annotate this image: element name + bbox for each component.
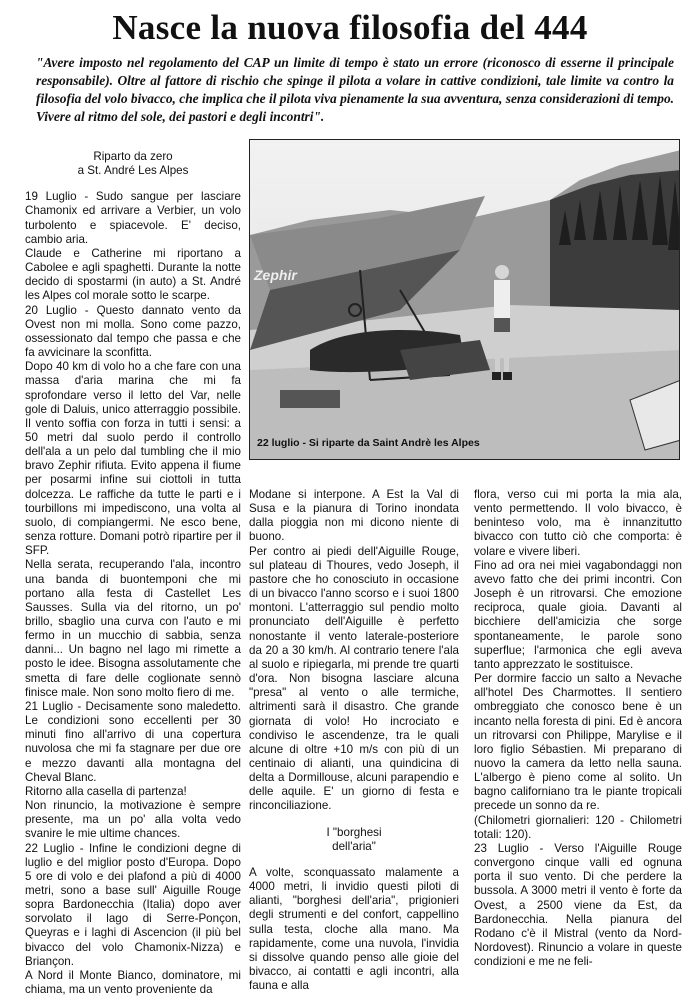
page-title: Nasce la nuova filosofia del 444 (112, 8, 588, 47)
paragraph: 20 Luglio - Questo dannato vento da Ovest non mi molla. Sono come pazzo, ossessionato dal tempo che passa e che fa avvicinare la sconfitta. (25, 303, 241, 360)
paragraph: Fino ad ora nei miei vagabondaggi non avevo fatto che dei primi incontri. Con Joseph è un ritrovarsi. Che emozione reciproca, quale gioia. Davanti al bicchiere dell'amicizia che sorge spontaneamente, le parole sono superflue; l'armonica che egli aveva tanto apprezzato le sostituisce. (474, 558, 682, 671)
photo-illustration (250, 140, 680, 460)
paragraph: Per dormire faccio un salto a Nevache all'hotel Des Charmottes. Il sentiero ombreggiato che conosco bene è un incanto nella foresta di pini. Ed è ancora un ritrovarsi con Philippe, Marylise e il loro figlio Sébastien. Mi preparano di nuovo la camera da letto nella sauna. L'albergo è pieno come al solito. Un bagno californiano tra le piante tropicali precede un sonno da re. (474, 672, 682, 813)
paragraph: Ritorno alla casella di partenza! (25, 784, 187, 798)
section-heading-line2: a St. André Les Alpes (77, 164, 189, 178)
paragraph: Dopo 40 km di volo ho a che fare con una massa d'aria marina che mi fa sprofondare verso il letto del Var, nelle gole di Daluis, unico atterraggio possibile. Il vento soffia con forza in tutti i sensi: a 50 metri dal suolo perdo il controllo dell'ala a un pelo dal tumbling che il mio bravo Zephir rifiuta. Evito appena il fiume per posarmi infine sui ciottoli in tutta dolcezza. Le raffiche da tutte le parti e i tourbillons mi impediscono, una volta al suolo, di compiangermi. Ne esco bene, senza rotture. Domani potrò ripartire per il SFP. (25, 360, 241, 558)
section-heading-line1: Riparto da zero (93, 150, 173, 163)
section-heading-line2: dell'aria" (332, 839, 376, 853)
paragraph: 23 Luglio - Verso l'Aiguille Rouge convergono cinque valli ed ognuna porta il suo vento. Di che perdere la bussola. A 3000 metri il vento è forte da Ovest, a 2500 viene da Est, da Bardonecchia. Nella pianura del Rodano c'è il Mistral (vento da Nord-Nordovest). Rinuncio a volare in queste condizioni e me ne feli- (474, 841, 682, 969)
paragraph: A volte, sconquassato malamente a 4000 metri, li invidio questi piloti di alianti, "borghesi dell'aria", prigionieri degli strumenti e del confort, cappellino sulla testa, cloche alla mano. Ma rapidamente, come una nuvola, l'invidia si dissolve quando penso alle gioie del bivacco, ai contatti e agli incontri, alla fauna e alla (249, 865, 459, 993)
paragraph: A Nord il Monte Bianco, dominatore, mi chiama, ma un vento proveniente da (25, 968, 241, 997)
paragraph: Modane si interpone. A Est la Val di Susa e la pianura di Torino inondata dalla pioggia non mi dicono niente di buono. (249, 488, 459, 544)
section-heading-line1: I "borghesi (326, 825, 382, 839)
paragraph: 22 Luglio - Infine le condizioni degne di luglio e del miglior posto d'Europa. Dopo 5 ore di volo e dei plafond a più di 4000 metri, sono a base sull' Aiguille Rouge sopra Bardonecchia (Italia) dopo aver sorvolato il lago di Serre-Ponçon, Queyras e i laghi di Ascencion (il più bel bivacco del volo Chamonix-Nizza) e Briançon. (25, 841, 241, 968)
intro-quote: "Avere imposto nel regolamento del CAP un limite di tempo è stato un errore (riconosco di esserne il principale responsabile). Oltre al fattore di rischio che spinge il pilota a volare in cattive condizioni, tale limite va contro la filosofia del volo bivacco, che implica che il pilota viva pienamente la sua avventura, senza considerazioni di tempo. Vivere al ritmo del sole, dei pastori e degli incontri". (36, 55, 674, 124)
glider-brand-text: Zephir (254, 267, 297, 283)
paragraph: Nella serata, recuperando l'ala, incontro una banda di buontemponi che mi portano alla festa di Castellet Les Sausses. Sulla via del ritorno, un po' brillo, sbaglio una curva con l'auto e mi fermo in un mucchio di sabbia, senza danni... Un bagno nel lago mi rimette a posto le idee. Bisogna assolutamente che smetta di fare delle coglionate sennò finisce male. Non sono molto fiero di me. (25, 558, 241, 699)
column-3 (474, 488, 682, 969)
paragraph: (Chilometri giornalieri: 120 - Chilometri totali: 120). (474, 813, 682, 841)
hang-glider-photo (249, 139, 680, 460)
photo-caption: 22 luglio - Si riparte da Saint Andrè les Alpes (257, 437, 480, 449)
column-2 (249, 488, 459, 993)
paragraph: flora, verso cui mi porta la mia ala, vento permettendo. Il volo bivacco, è beninteso volo, ma è innanzitutto bivacco con tutto ciò che comporta: è volare e vivere liberi. (474, 488, 682, 558)
paragraph: Claude e Catherine mi riportano a Cabolee e agli spaghetti. Durante la notte decido di spostarmi (in auto) a St. André les Alpes col morale sotto le scarpe. (25, 246, 241, 303)
section-heading (249, 826, 459, 854)
paragraph: 19 Luglio - Sudo sangue per lasciare Chamonix ed arrivare a Verbier, un volo turbolento e spiacevole. E' deciso, cambio aria. (25, 190, 241, 246)
paragraph: Non rinuncio, la motivazione è sempre presente, ma un po' alla volta vedo svanire le mie ultime chances. (25, 799, 241, 841)
column-1 (25, 150, 241, 997)
paragraph: Per contro ai piedi dell'Aiguille Rouge, sul plateau di Thoures, vedo Joseph, il pastore che ho conosciuto in occasione di un bivacco l'anno scorso e i suoi 1800 montoni. L'atterraggio sul pendio molto pronunciato dell'Aiguille è perfetto nonostante il vento laterale-posteriore da 20 a 30 km/h. Al contrario tenere l'ala al suolo e ripiegarla, mi prende tre quarti d'ora. Non bisogna lasciare alcuna "presa" al vento o alle termiche, altrimenti sarà il disastro. Che grande giornata di volo! Ho incrociato e condiviso le ascendenze, tra le quali alcune di oltre +10 m/s con più di un centinaio di alianti, una quindicina di delta a Dormillouse, alcuni parapendio e delle aquile. E' un giorno di festa e rinconciliazione. (249, 544, 459, 813)
paragraph: 21 Luglio - Decisamente sono maledetto. Le condizioni sono eccellenti per 30 minuti fino all'arrivo di una copertura nuvolosa che mi fa stagnare per due ore e mezzo davanti alla montagna del Cheval Blanc. (25, 699, 241, 784)
section-heading (25, 150, 241, 178)
